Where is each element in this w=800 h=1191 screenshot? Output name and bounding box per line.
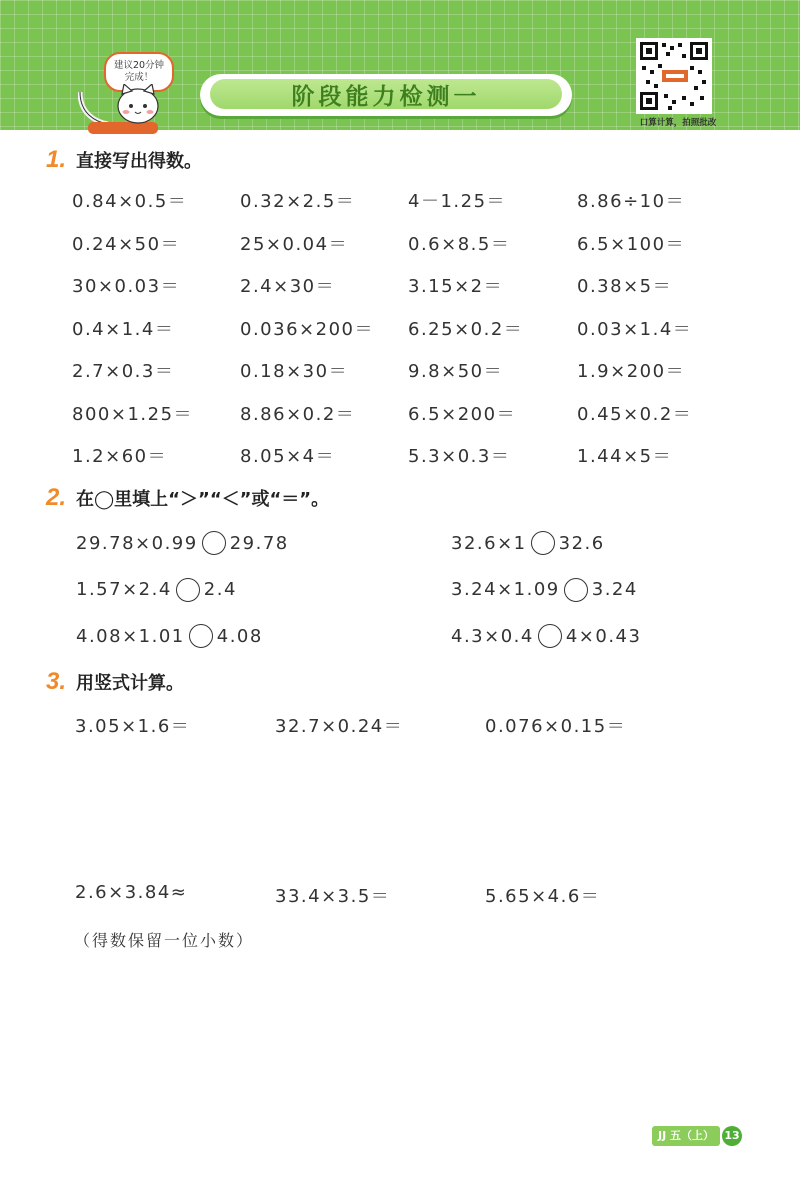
oral-calc-problem: 0.036×200＝ (240, 318, 374, 340)
comparison-item (451, 624, 641, 648)
title-banner-inner (210, 79, 562, 109)
grade-tag: JJ 五（上） (652, 1126, 720, 1146)
oral-calc-problem: 4－1.25＝ (408, 191, 507, 212)
comparison-left: 4.3×0.4 (451, 625, 534, 647)
bubble-line-2: 完成！ (124, 72, 154, 83)
vertical-calc-problem: 32.7×0.24＝ (275, 716, 404, 737)
section-1-label: 直接写出得数。 (76, 151, 203, 172)
comparison-right: 29.78 (229, 532, 289, 554)
comparison-left: 29.78×0.99 (76, 532, 198, 554)
title-banner (200, 74, 572, 116)
oral-calc-problem: 25×0.04＝ (240, 233, 349, 255)
oral-calc-problem: 8.86÷10＝ (577, 191, 686, 212)
rounding-note: （得数保留一位小数） (74, 931, 255, 950)
comparison-item (76, 578, 237, 602)
comparison-item (451, 578, 638, 602)
answer-circle[interactable] (564, 578, 588, 602)
vertical-calc-problem: 33.4×3.5＝ (275, 886, 391, 907)
oral-calc-problem: 30×0.03＝ (72, 276, 181, 297)
vertical-calc-problem: 3.05×1.6＝ (75, 716, 191, 737)
comparison-left: 1.57×2.4 (76, 579, 172, 600)
oral-calc-problem: 0.18×30＝ (240, 361, 349, 382)
comparison-item (451, 531, 605, 555)
section-2-label: 在◯里填上“＞”“＜”或“＝”。 (76, 489, 330, 510)
oral-calc-problem: 0.32×2.5＝ (240, 191, 356, 212)
comparison-left: 4.08×1.01 (76, 625, 185, 647)
page-footer (652, 1126, 742, 1146)
oral-calc-problem: 9.8×50＝ (408, 361, 504, 382)
comparison-right: 3.24 (591, 579, 638, 600)
oral-calc-problem: 0.4×1.4＝ (72, 318, 175, 340)
oral-calc-problem: 1.2×60＝ (72, 446, 168, 467)
oral-calc-problem: 8.86×0.2＝ (240, 403, 356, 425)
oral-calc-problem: 6.25×0.2＝ (408, 318, 524, 340)
oral-calc-problem: 0.84×0.5＝ (72, 191, 188, 212)
section-3-number: 3. (46, 668, 67, 695)
comparison-right: 32.6 (558, 532, 605, 554)
oral-calc-problem: 0.38×5＝ (577, 276, 673, 297)
oral-calc-problem: 1.9×200＝ (577, 361, 686, 382)
answer-circle[interactable] (176, 578, 200, 602)
section-3-label: 用竖式计算。 (76, 673, 185, 694)
oral-calc-problem: 2.7×0.3＝ (72, 361, 175, 382)
comparison-left: 32.6×1 (451, 532, 527, 554)
qr-code-icon[interactable] (636, 38, 712, 114)
vertical-calc-problem: 2.6×3.84≈ (75, 882, 188, 903)
comparison-right: 2.4 (203, 579, 237, 600)
oral-calc-problem: 0.24×50＝ (72, 233, 181, 255)
bubble-line-1: 建议20分钟 (113, 60, 165, 71)
oral-calc-problem: 5.3×0.3＝ (408, 446, 511, 467)
answer-circle[interactable] (531, 531, 555, 555)
answer-circle[interactable] (189, 624, 213, 648)
answer-circle[interactable] (202, 531, 226, 555)
page-number-badge: 13 (722, 1126, 742, 1146)
qr-caption: 口算计算，拍照批改 (639, 118, 717, 128)
oral-calc-problem: 0.6×8.5＝ (408, 233, 511, 255)
oral-calc-problem: 2.4×30＝ (240, 276, 336, 297)
vertical-calc-problem: 0.076×0.15＝ (485, 716, 627, 737)
section-2-number: 2. (46, 484, 67, 511)
comparison-right: 4.08 (216, 625, 263, 647)
section-1-title (46, 146, 202, 174)
section-1-number: 1. (46, 146, 67, 173)
oral-calc-problem: 6.5×100＝ (577, 233, 686, 255)
oral-calc-problem: 1.44×5＝ (577, 446, 673, 467)
oral-calc-problem: 8.05×4＝ (240, 446, 336, 467)
oral-calc-problem: 800×1.25＝ (72, 403, 194, 425)
oral-calc-problem: 3.15×2＝ (408, 276, 504, 297)
comparison-item (76, 624, 263, 648)
answer-circle[interactable] (538, 624, 562, 648)
oral-calc-problem: 0.45×0.2＝ (577, 403, 693, 425)
comparison-left: 3.24×1.09 (451, 579, 560, 600)
oral-calc-problem: 6.5×200＝ (408, 403, 517, 425)
page-title: 阶段能力检测一 (291, 83, 481, 110)
cat-mascot-icon (78, 84, 170, 134)
section-2-title (46, 484, 329, 512)
vertical-calc-problem: 5.65×4.6＝ (485, 886, 601, 907)
section-3-title (46, 668, 184, 696)
oral-calc-problem: 0.03×1.4＝ (577, 318, 693, 340)
comparison-right: 4×0.43 (565, 625, 642, 647)
comparison-item (76, 531, 289, 555)
